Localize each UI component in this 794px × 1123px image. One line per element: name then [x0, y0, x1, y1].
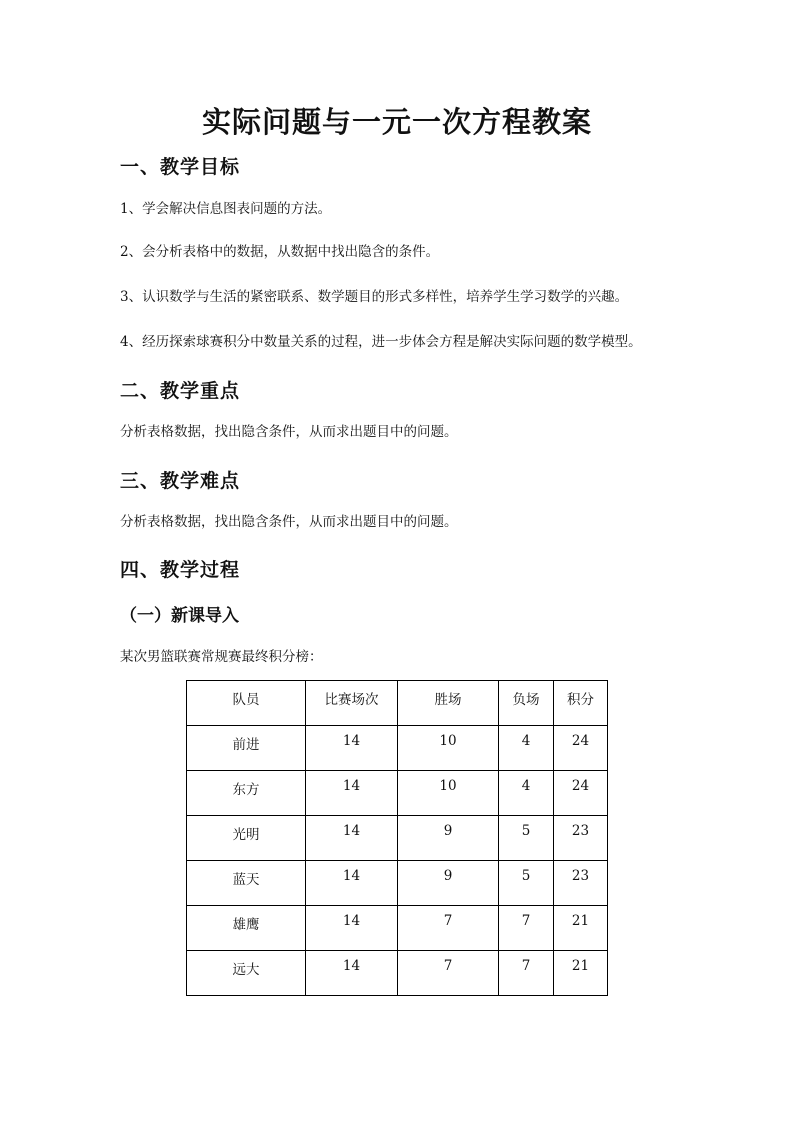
table-header-row [187, 681, 608, 726]
sub-heading-introduction: （一）新课导入 [120, 606, 239, 626]
cell-team: 前进 [187, 726, 306, 771]
header-losses: 负场 [499, 681, 554, 726]
cell-losses: 7 [499, 951, 554, 996]
cell-wins: 9 [398, 861, 499, 906]
cell-losses: 5 [499, 816, 554, 861]
cell-points: 24 [554, 771, 608, 816]
cell-games: 14 [306, 726, 398, 771]
cell-points: 23 [554, 861, 608, 906]
cell-losses: 4 [499, 771, 554, 816]
cell-losses: 7 [499, 906, 554, 951]
cell-points: 21 [554, 951, 608, 996]
cell-team: 光明 [187, 816, 306, 861]
table-row [187, 816, 608, 861]
cell-team: 蓝天 [187, 861, 306, 906]
standings-table [186, 680, 608, 996]
section-heading-difficulties: 三、教学难点 [120, 470, 241, 492]
objective-item-3: 3、认识数学与生活的紧密联系、数学题目的形式多样性，培养学生学习数学的兴趣。 [120, 289, 629, 305]
cell-team: 东方 [187, 771, 306, 816]
header-team: 队员 [187, 681, 306, 726]
table-row [187, 771, 608, 816]
cell-points: 24 [554, 726, 608, 771]
cell-losses: 5 [499, 861, 554, 906]
objective-item-1: 1、学会解决信息图表问题的方法。 [120, 201, 332, 217]
cell-team: 雄鹰 [187, 906, 306, 951]
header-points: 积分 [554, 681, 608, 726]
table-row [187, 861, 608, 906]
table-row [187, 726, 608, 771]
cell-wins: 10 [398, 726, 499, 771]
table-row [187, 951, 608, 996]
header-games: 比赛场次 [306, 681, 398, 726]
cell-games: 14 [306, 816, 398, 861]
cell-wins: 7 [398, 951, 499, 996]
table-intro-text: 某次男篮联赛常规赛最终积分榜： [120, 649, 323, 665]
section-heading-key-points: 二、教学重点 [120, 380, 241, 402]
cell-games: 14 [306, 906, 398, 951]
section-heading-objectives: 一、教学目标 [120, 156, 241, 178]
objective-item-4: 4、经历探索球赛积分中数量关系的过程，进一步体会方程是解决实际问题的数学模型。 [120, 334, 642, 350]
objective-item-2: 2、会分析表格中的数据，从数据中找出隐含的条件。 [120, 244, 440, 260]
table-row [187, 906, 608, 951]
cell-losses: 4 [499, 726, 554, 771]
cell-games: 14 [306, 951, 398, 996]
cell-points: 23 [554, 816, 608, 861]
header-wins: 胜场 [398, 681, 499, 726]
document-title: 实际问题与一元一次方程教案 [201, 105, 592, 139]
cell-wins: 10 [398, 771, 499, 816]
cell-team: 远大 [187, 951, 306, 996]
difficulties-text: 分析表格数据，找出隐含条件，从而求出题目中的问题。 [120, 514, 458, 530]
section-heading-process: 四、教学过程 [120, 559, 241, 581]
cell-points: 21 [554, 906, 608, 951]
cell-wins: 9 [398, 816, 499, 861]
cell-games: 14 [306, 771, 398, 816]
cell-wins: 7 [398, 906, 499, 951]
key-points-text: 分析表格数据，找出隐含条件，从而求出题目中的问题。 [120, 424, 458, 440]
cell-games: 14 [306, 861, 398, 906]
